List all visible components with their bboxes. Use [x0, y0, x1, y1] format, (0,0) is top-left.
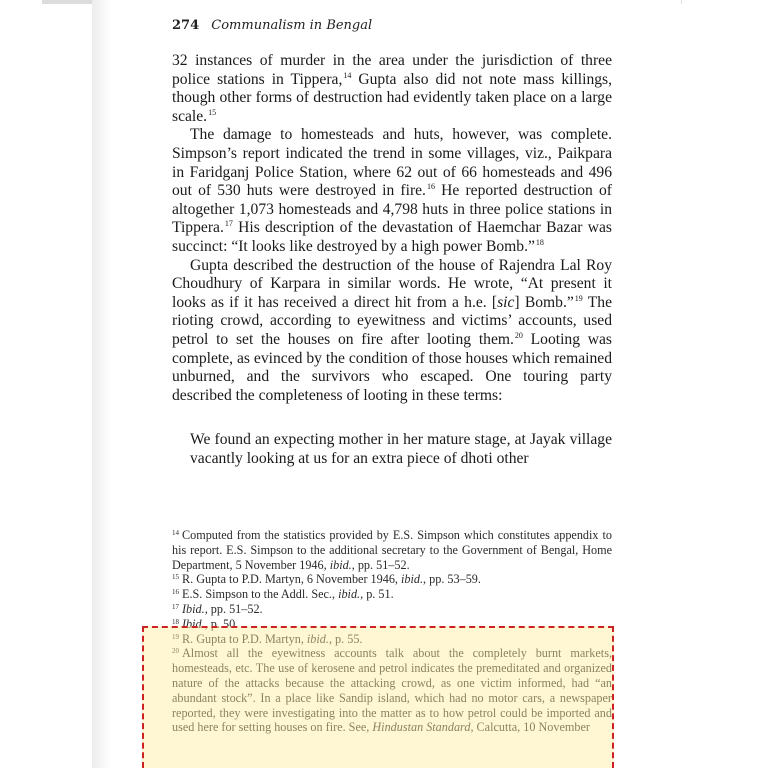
main-text — [172, 52, 612, 468]
paragraph-2: The damage to homesteads and huts, however, was complete. Simpson’s report indicated the trend in some villages, viz., Paikpara in Faridganj Police Station, where 62 out of 66 homesteads and 496 out of 530 huts were destroyed in fire.$^{16}$ He reported destruction of altogether 1,073 homesteads and 4,798 huts in three police stations in Tippera.$^{17}$ His description of the devastation of Haemchar Bazar was succinct: “It looks like destroyed by a high power Bomb.”$^{18}$ — [172, 126, 612, 255]
footnote-18: $^{18}$ Ibid., p. 50. — [172, 616, 239, 631]
block-quote: We found an expecting mother in her mature stage, at Jayak village vacantly looking at us for an extra piece of dhoti other — [190, 431, 612, 467]
footnote-ref-18[interactable]: 18 — [535, 237, 544, 247]
footnote-ref-19[interactable]: 19 — [574, 293, 583, 303]
footnotes — [172, 528, 612, 735]
paragraph-1: 32 instances of murder in the area under the jurisdiction of three police stations in Tippera,$^{14}$ Gupta also did not note mass killings, though other forms of destruction had evidently taken place on a large scale.$^{15}$ — [172, 52, 613, 125]
footnote-15: $^{15}$ R. Gupta to P.D. Martyn, 6 November 1946, ibid., pp. 53–59. — [172, 572, 481, 587]
footnote-19: $^{19}$ R. Gupta to P.D. Martyn, ibid., p. 55. — [172, 631, 363, 646]
footnote-16: $^{16}$ E.S. Simpson to the Addl. Sec., ibid., p. 51. — [172, 587, 394, 602]
footnote-20: $^{20}$ Almost all the eyewitness accounts talk about the completely burnt markets, homesteads, etc. The use of kerosene and petrol indicates the premeditated and organized nature of the attacks because the attacking crowd, as one victim informed, had “an abundant stock”. In a place like Sandip island, which had no motor cars, a newspaper reported, they were investigating into the matter as to how petrol could be imported and used here for setting houses on fire. See, Hindustan Standard, Calcutta, 10 November — [172, 646, 612, 735]
footnote-ref-17[interactable]: 17 — [224, 219, 233, 229]
footnote-ref-15[interactable]: 15 — [208, 107, 217, 117]
paragraph-3: Gupta described the destruction of the house of Rajendra Lal Roy Choudhury of Karpara in similar words. He wrote, “At present it looks as if it has received a direct hit from a h.e. [sic] Bomb.”$^{19}$ The rioting crowd, according to eyewitness and victims’ accounts, used petrol to set the houses on fire after looting them.$^{20}$ Looting was complete, as evinced by the condition of those houses which remained unburned, and the survivors who escaped. One touring party described the completeness of looting in these terms: — [172, 256, 613, 404]
footnote-17: $^{17}$ Ibid., pp. 51–52. — [172, 601, 263, 616]
page-number: 274 — [172, 18, 200, 33]
running-head — [172, 18, 372, 33]
footnote-ref-14[interactable]: 14 — [343, 70, 352, 80]
footnote-14: $^{14}$ Computed from the statistics provided by E.S. Simpson which constitutes appendix to his report. E.S. Simpson to the additional secretary to the Government of Bengal, Home Department, 5 November 1946, ibid., pp. 51–52. — [172, 528, 612, 572]
page-gutter-shadow — [92, 0, 110, 768]
running-title: Communalism in Bengal — [211, 18, 373, 33]
footnote-ref-20[interactable]: 20 — [514, 330, 523, 340]
footnote-ref-16[interactable]: 16 — [426, 182, 435, 192]
